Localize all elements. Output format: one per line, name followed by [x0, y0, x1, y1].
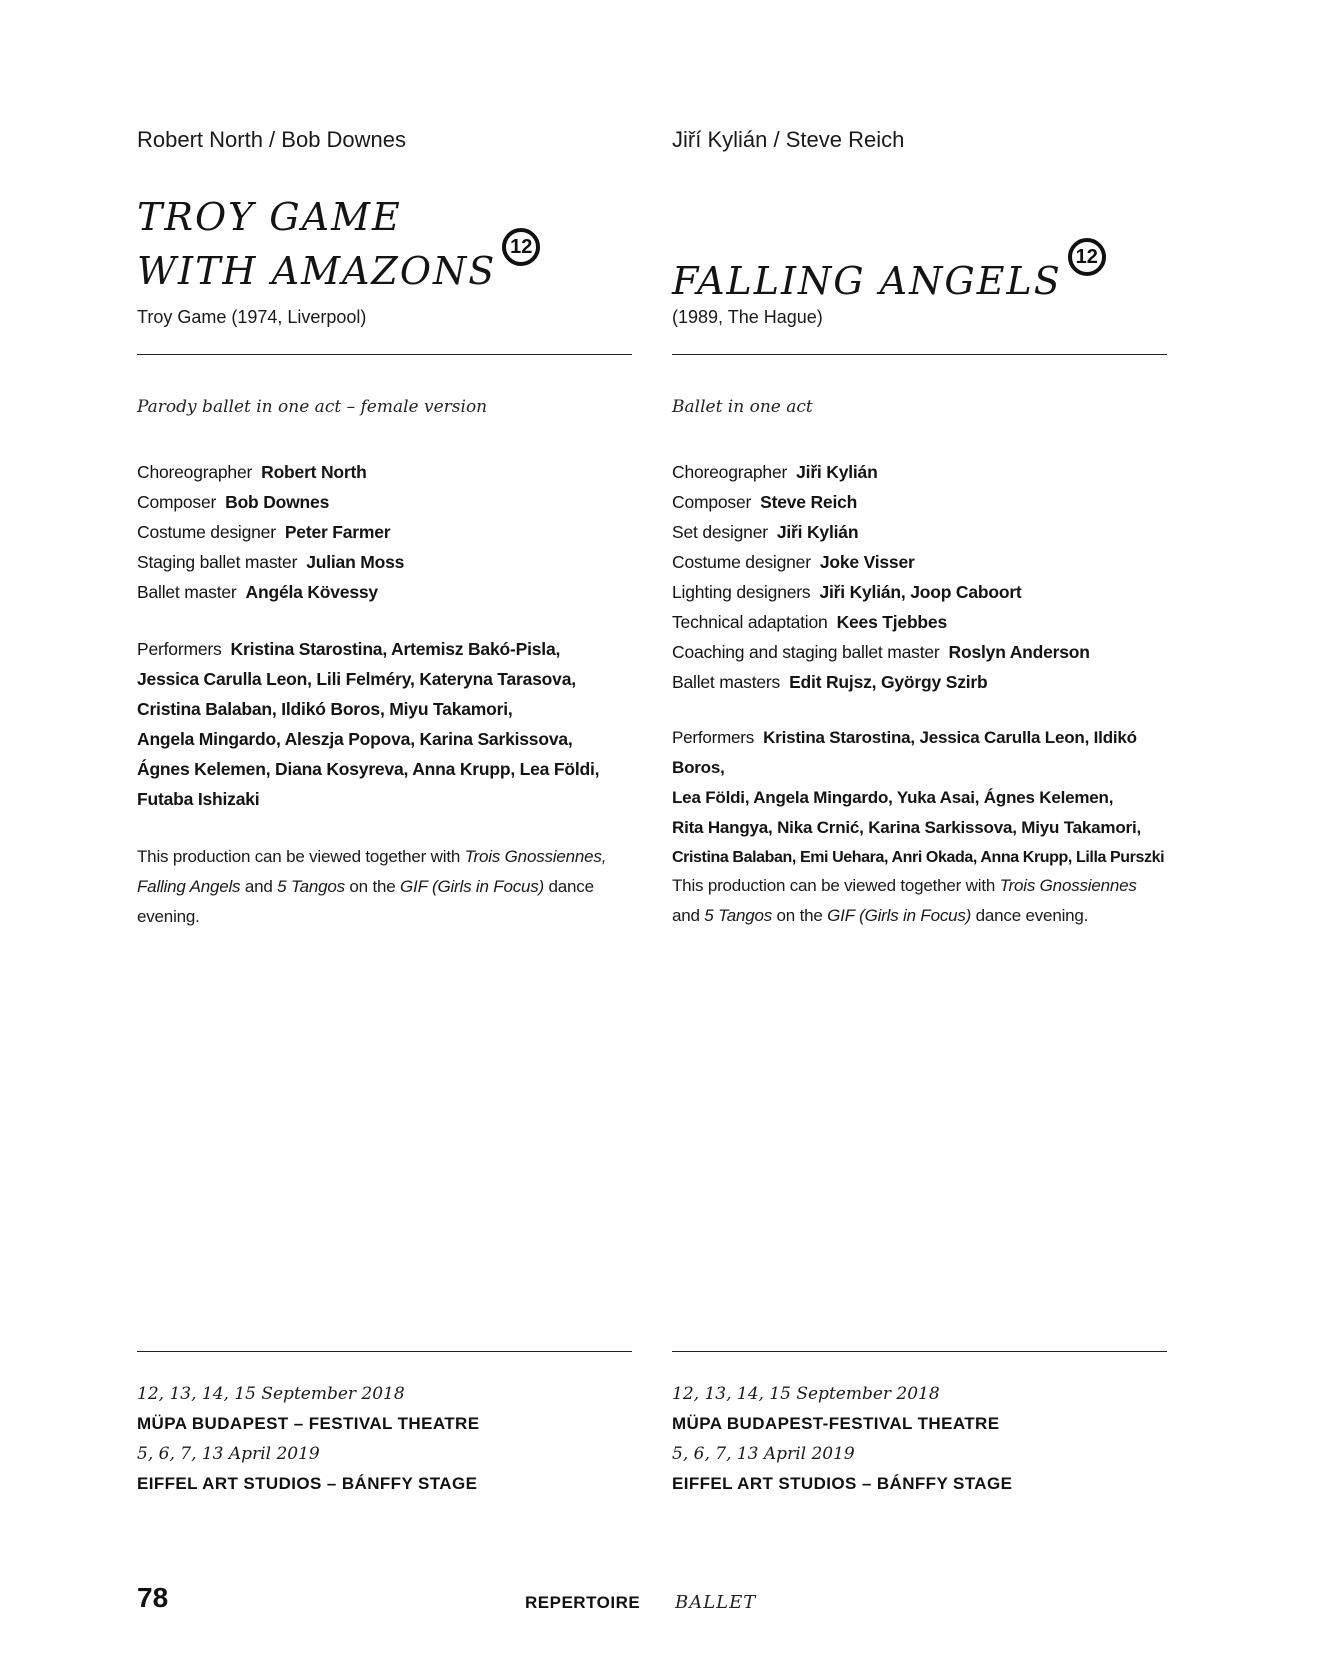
divider	[672, 1351, 1167, 1352]
credit-role: Choreographer	[672, 462, 788, 482]
production-origin: (1989, The Hague)	[672, 307, 823, 327]
section-label: REPERTOIRE	[525, 1593, 641, 1612]
credit-row	[672, 607, 1090, 637]
production-title	[137, 190, 540, 298]
title-line-1: FALLING ANGELS	[672, 259, 1062, 303]
credit-name: Jiři Kylián, Joop Caboort	[819, 582, 1022, 602]
performers-list	[137, 634, 599, 814]
performers-list	[672, 723, 1172, 873]
production-column-troy-game	[137, 0, 632, 1680]
credit-row	[137, 547, 404, 577]
credit-name: Roslyn Anderson	[948, 642, 1090, 662]
credit-role: Ballet masters	[672, 672, 781, 692]
credit-name: Bob Downes	[225, 492, 330, 512]
divider	[672, 354, 1167, 355]
date-range: 5, 6, 7, 13 April 2019	[672, 1444, 855, 1464]
note-text: dance evening.	[971, 906, 1089, 925]
credit-row	[137, 577, 404, 607]
title-line-2: WITH AMAZONS	[137, 249, 497, 293]
performers-line	[137, 634, 599, 664]
credit-role: Technical adaptation	[672, 612, 828, 632]
viewing-note	[672, 871, 1142, 931]
credit-role: Set designer	[672, 522, 768, 542]
credit-role: Choreographer	[137, 462, 253, 482]
performer-names: Kristina Starostina, Jessica Carulla Leon, Ildikó Boros,	[672, 728, 1137, 777]
performer-names: Ágnes Kelemen, Diana Kosyreva, Anna Krupp, Lea Földi,	[137, 759, 600, 779]
note-title: 5 Tangos	[704, 906, 773, 925]
credit-role: Costume designer	[137, 522, 276, 542]
note-title: GIF (Girls in Focus)	[400, 877, 545, 896]
credit-name: Kees Tjebbes	[836, 612, 947, 632]
credit-row	[672, 577, 1090, 607]
note-title: Trois Gnossiennes	[999, 876, 1137, 895]
note-text: on the	[344, 877, 401, 896]
credit-role: Composer	[137, 492, 217, 512]
credit-name: Jiři Kylián	[776, 522, 859, 542]
viewing-note	[137, 842, 617, 932]
note-title: GIF (Girls in Focus)	[827, 906, 972, 925]
performer-names: Rita Hangya, Nika Crnić, Karina Sarkissova, Miyu Takamori,	[672, 818, 1141, 837]
credit-row	[672, 637, 1090, 667]
age-rating-badge: 12	[1068, 238, 1106, 276]
credit-name: Julian Moss	[306, 552, 405, 572]
venue-name: EIFFEL ART STUDIOS – BÁNFFY STAGE	[672, 1474, 1013, 1493]
credit-name: Joke Visser	[819, 552, 915, 572]
venue-name: MÜPA BUDAPEST-FESTIVAL THEATRE	[672, 1414, 1000, 1433]
performer-names: Lea Földi, Angela Mingardo, Yuka Asai, Ágnes Kelemen,	[672, 788, 1114, 807]
credit-row	[672, 547, 1090, 577]
venue-name: MÜPA BUDAPEST – FESTIVAL THEATRE	[137, 1414, 480, 1433]
credit-role: Coaching and staging ballet master	[672, 642, 940, 662]
production-subtitle: Parody ballet in one act – female version	[137, 397, 488, 417]
production-column-falling-angels	[672, 0, 1172, 1680]
divider	[137, 1351, 632, 1352]
performance-dates	[672, 1379, 1012, 1499]
credit-row	[672, 457, 1090, 487]
credit-name: Robert North	[261, 462, 367, 482]
credit-row	[672, 487, 1090, 517]
credit-row	[137, 457, 404, 487]
note-text: This production can be viewed together with	[672, 876, 1000, 895]
credit-role: Ballet master	[137, 582, 237, 602]
production-title	[672, 246, 1106, 308]
performer-names: Jessica Carulla Leon, Lili Felméry, Kateryna Tarasova,	[137, 669, 576, 689]
credits-list	[137, 457, 404, 607]
note-title: Trois Gnossiennes, Falling Angels	[137, 847, 607, 896]
performers-label: Performers	[137, 639, 222, 659]
date-range: 12, 13, 14, 15 September 2018	[672, 1384, 940, 1404]
note-text: on the	[772, 906, 828, 925]
credit-name: Peter Farmer	[284, 522, 391, 542]
credits-list	[672, 457, 1090, 697]
credit-row	[672, 517, 1090, 547]
performer-names: Cristina Balaban, Ildikó Boros, Miyu Takamori,	[137, 699, 513, 719]
credit-name: Jiři Kylián	[796, 462, 878, 482]
performers-label: Performers	[672, 728, 755, 747]
category-label: BALLET	[675, 1592, 757, 1613]
production-origin: Troy Game (1974, Liverpool)	[137, 307, 367, 327]
credit-role: Staging ballet master	[137, 552, 298, 572]
credit-role: Costume designer	[672, 552, 811, 572]
note-text: dance evening.	[137, 877, 594, 926]
performers-line	[672, 723, 1172, 783]
performer-names: Kristina Starostina, Artemisz Bakó-Pisla,	[230, 639, 561, 659]
note-text: and	[240, 877, 278, 896]
credit-name: Steve Reich	[760, 492, 858, 512]
production-byline: Jiří Kylián / Steve Reich	[672, 127, 905, 152]
date-range: 12, 13, 14, 15 September 2018	[137, 1384, 405, 1404]
production-subtitle: Ballet in one act	[672, 397, 813, 417]
note-text: and	[672, 906, 705, 925]
note-title: 5 Tangos	[277, 877, 345, 896]
note-text: This production can be viewed together with	[137, 847, 465, 866]
venue-name: EIFFEL ART STUDIOS – BÁNFFY STAGE	[137, 1474, 478, 1493]
divider	[137, 354, 632, 355]
performer-names: Futaba Ishizaki	[137, 789, 260, 809]
performer-names: Cristina Balaban, Emi Uehara, Anri Okada, Anna Krupp, Lilla Purszki	[672, 849, 1165, 866]
production-byline: Robert North / Bob Downes	[137, 127, 407, 152]
credit-row	[137, 487, 404, 517]
credit-row	[137, 517, 404, 547]
performer-names: Angela Mingardo, Aleszja Popova, Karina Sarkissova,	[137, 729, 573, 749]
performance-dates	[137, 1379, 479, 1499]
page-number: 78	[137, 1582, 169, 1613]
title-line-1: TROY GAME	[137, 195, 402, 239]
credit-name: Edit Rujsz, György Szirb	[789, 672, 988, 692]
credit-row	[672, 667, 1090, 697]
date-range: 5, 6, 7, 13 April 2019	[137, 1444, 320, 1464]
credit-role: Lighting designers	[672, 582, 811, 602]
credit-role: Composer	[672, 492, 752, 512]
credit-name: Angéla Kövessy	[245, 582, 378, 602]
age-rating-badge: 12	[502, 228, 540, 266]
